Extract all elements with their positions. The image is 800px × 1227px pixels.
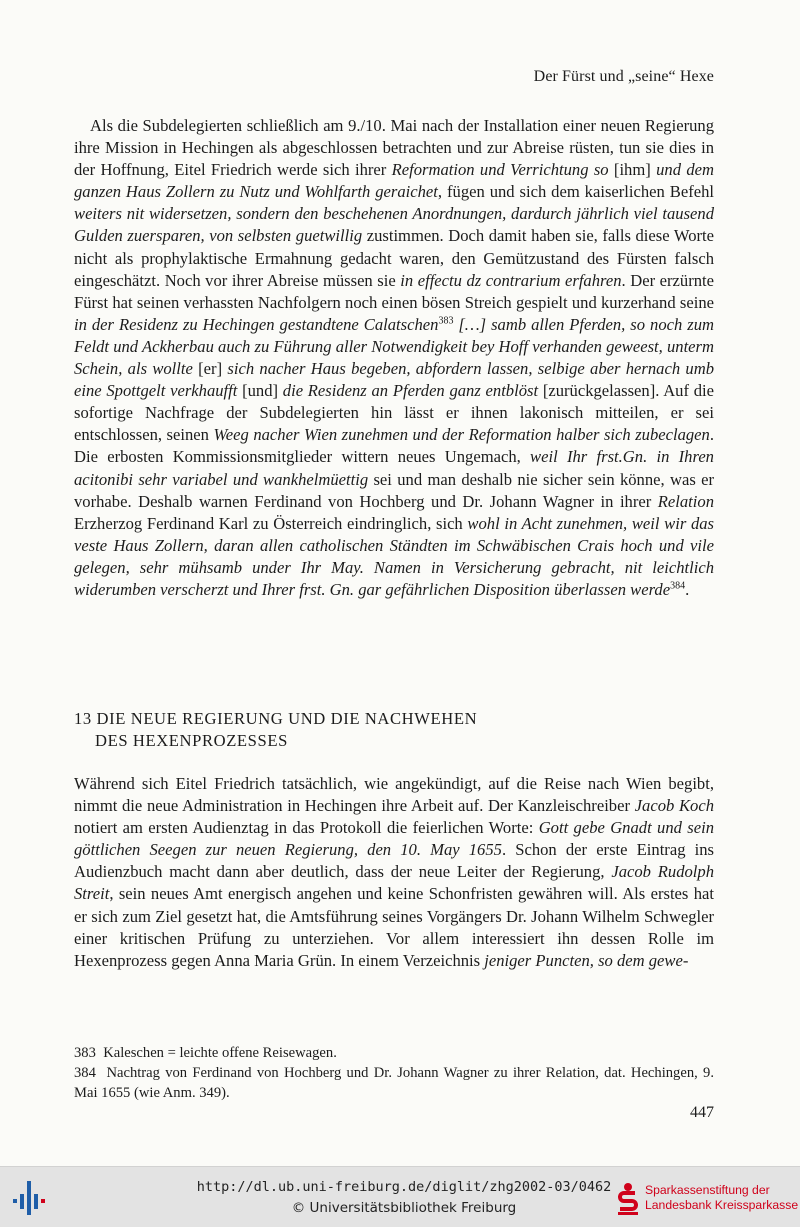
text-run: sei und man deshalb nie sicher sein könne, was er vorhabe. Deshalb warnen Ferdinand von Hochberg und Dr. Johann Wagner in ihrer [74, 469, 714, 511]
text-run: , fügen und sich dem kaiserlichen Befehl [437, 182, 714, 202]
italic-quote: die Residenz an Pferden ganz entblöst [282, 381, 539, 401]
italic-quote: […] samb allen Pferden, so noch zum Feldt und Ackherbau auch zu Führung aller Notwendigkeit bey Hoff verhanden geweest, unterm Schein, als wollte [74, 314, 714, 379]
italic-quote: jeniger Puncten, so dem gewe- [484, 950, 689, 970]
italic-quote: und dem ganzen Haus Zollern zu Nutz und Wohlfarth geraichet [74, 160, 714, 202]
footnote-number: 383 [74, 1045, 96, 1061]
text-run: Als die Subdelegierten schließlich am 9./10. Mai nach der Installation einer neuen Regierung ihre Mission in Hechingen als abgeschlossen betrachten und zur Abreise rüsten, tun sie dies in der Hoffnung, Eitel Friedrich werde sich ihrer [74, 116, 714, 180]
text-run: . Die erbosten Kommissionsmitglieder wittern neues Ungemach, [74, 425, 715, 467]
italic-quote: Jacob Koch [634, 796, 715, 816]
footer-url-link[interactable]: http://dl.ub.uni-freiburg.de/diglit/zhg2002-03/0462 [196, 1179, 612, 1195]
italic-quote: in effectu dz contrarium erfahren [400, 270, 622, 290]
italic-quote: Jacob Rudolph Streit [74, 862, 714, 904]
footnote-reference: 383 [438, 315, 454, 327]
section-heading [74, 708, 714, 752]
text-run: [zurückgelassen]. Auf die sofortige Nachfrage der Subdelegierten hin lässt er ihnen lakonisch mitteilen, er sei entschlossen, seinen [74, 381, 715, 445]
footnote-383 [74, 1044, 714, 1064]
sponsor-line-2: Landesbank Kreissparkasse [645, 1198, 799, 1212]
footnote-number: 384 [74, 1065, 96, 1081]
text-run: [und] [237, 381, 283, 401]
footer-copyright: © Universitätsbibliothek Freiburg [291, 1200, 517, 1216]
paragraph-2-text [74, 774, 714, 970]
text-run: . [685, 579, 690, 599]
text-run: . Schon der erste Eintrag ins Audienzbuch macht dann aber deutlich, dass der neue Leiter der Regierung, [74, 840, 715, 882]
text-run: [ihm] [608, 160, 657, 180]
sponsor-text [645, 1183, 799, 1213]
section-heading-line-2: DES HEXENPROZESSES [95, 731, 288, 750]
italic-quote: weil Ihr frst.Gn. in Ihren acitonibi sehr variabel und wankhelmüettig [74, 447, 714, 489]
footnote-text: Nachtrag von Ferdinand von Hochberg und Dr. Johann Wagner zu ihrer Relation, dat. Hechingen, 9. Mai 1655 (wie Anm. 349). [74, 1065, 715, 1101]
sparkasse-logo-icon [616, 1182, 640, 1216]
italic-quote: wohl in Acht zunehmen, weil wir das veste Haus Zollern, daran allen catholischen Ständten im Schwäbischen Crais hoch und vile gelegen, sehr mühsamb under Ihr May. Namen in Versicherung gebracht, nit leichtlich widerumben verscherzt und Ihrer frst. Gn. gar gefährlichen Disposition überlassen werde [74, 513, 715, 599]
paragraph-1-text [74, 116, 714, 599]
italic-quote: Gott gebe Gnadt und sein göttlichen Seegen zur neuen Regierung, den 10. May 1655 [74, 818, 714, 860]
section-heading-line-1: 13 DIE NEUE REGIERUNG UND DIE NACHWEHEN [74, 709, 478, 728]
page-number: 447 [690, 1104, 714, 1121]
body-paragraph-2 [74, 773, 714, 972]
footnote-384 [74, 1064, 714, 1103]
running-head: Der Fürst und „seine“ Hexe [533, 68, 714, 85]
body-paragraph-1 [74, 115, 714, 601]
text-run: zustimmen. Doch damit haben sie, falls diese Worte nicht als prophylaktische Ermahnung gedacht waren, den Gemützustand des Fürsten falsch eingeschätzt. Noch vor ihrer Abreise müssen sie [74, 226, 714, 290]
italic-quote: Weeg nacher Wien zunehmen und der Reformation halber sich zubeclagen [213, 425, 710, 445]
text-run: notiert am ersten Audienztag in das Protokoll die feierlichen Worte: [74, 818, 539, 838]
footnote-text: Kaleschen = leichte offene Reisewagen. [103, 1045, 337, 1061]
footnote-reference: 384 [670, 580, 686, 592]
text-run: . Der erzürnte Fürst hat seinen verhassten Nachfolgern noch einen bösen Streich gespielt und kurzerhand seine [74, 270, 715, 312]
viewer-footer-bar [0, 1166, 800, 1227]
italic-quote: weiters nit widersetzen, sondern den beschehenen Anordnungen, dardurch jährlich viel tausend Gulden zuersparen, von selbsten guetwillig [74, 204, 714, 246]
text-run: [er] [192, 359, 228, 379]
italic-quote: sich nacher Haus begeben, abfordern lassen, selbige aber hernach umb eine Spottgelt verkhaufft [74, 359, 714, 401]
italic-quote: in der Residenz zu Hechingen gestandtene Calatschen [74, 314, 439, 334]
text-run: Erzherzog Ferdinand Karl zu Österreich eindringlich, sich [74, 513, 468, 533]
italic-quote: Reformation und Verrichtung so [391, 160, 609, 180]
text-run: Während sich Eitel Friedrich tatsächlich, wie angekündigt, auf die Reise nach Wien begibt, nimmt die neue Administration in Hechingen ihre Arbeit auf. Der Kanzleischreiber [74, 774, 714, 816]
italic-quote: Relation [657, 491, 714, 511]
text-run: , sein neues Amt energisch angehen und keine Schonfristen gewähren will. Als erstes hat er sich zum Ziel gesetzt hat, die Amtsführung seines Vorgängers Dr. Johann Wilhelm Schwegler einer kritischen Prüfung zu unterziehen. Vor allem interessiert ihn dessen Rolle im Hexenprozess gegen Anna Maria Grün. In einem Verzeichnis [74, 884, 714, 970]
sponsor-line-1: Sparkassenstiftung der [645, 1183, 770, 1197]
